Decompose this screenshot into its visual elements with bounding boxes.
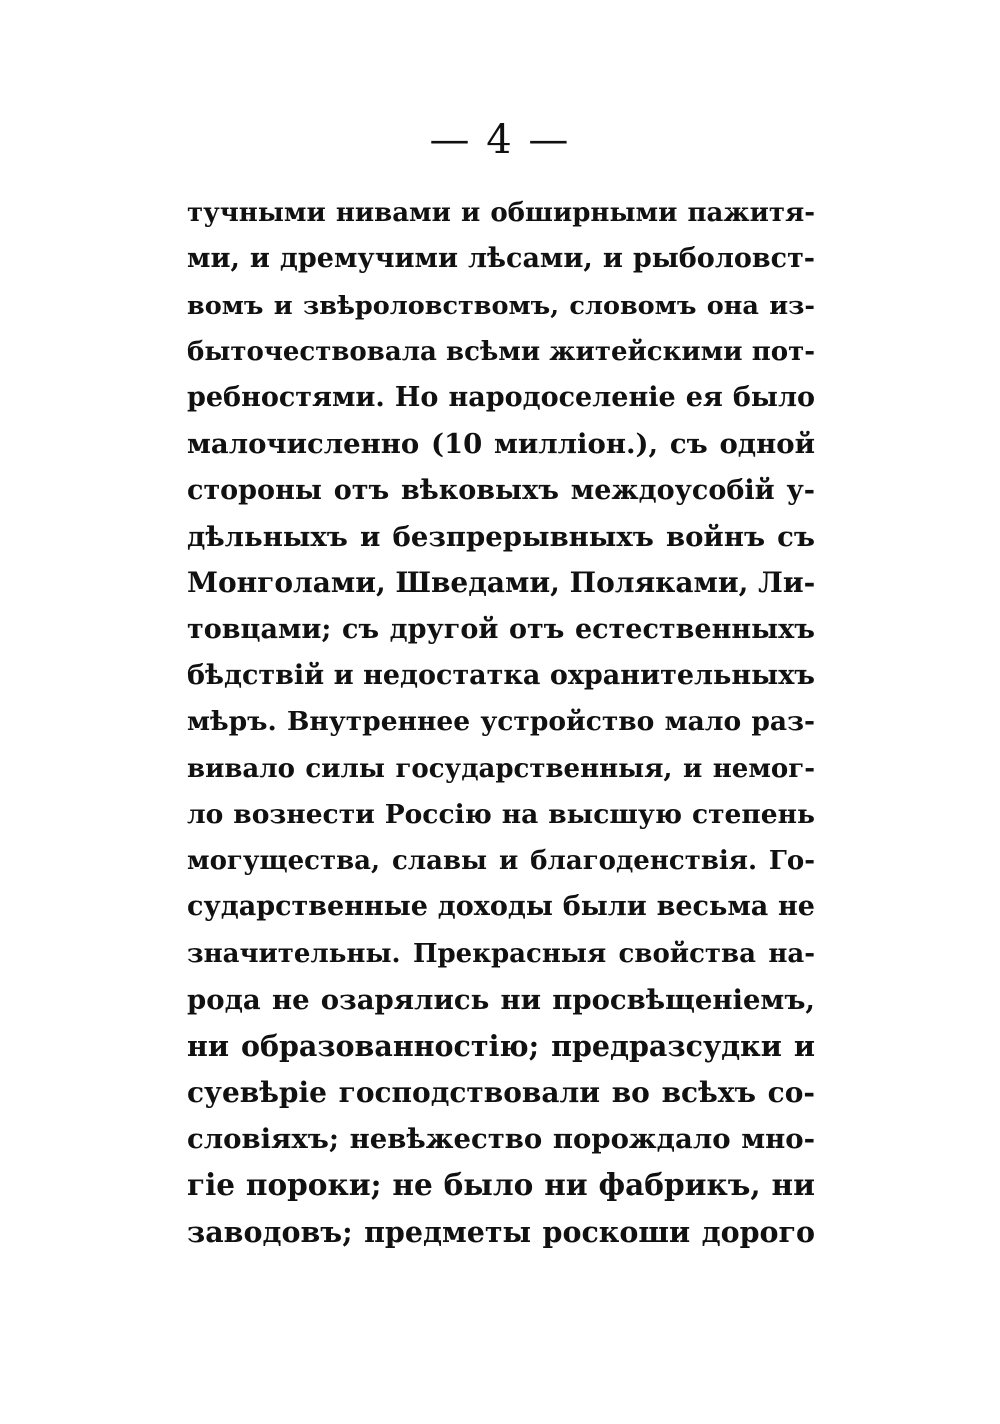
text-line: ни образованностію; предразсудки и bbox=[187, 1029, 815, 1064]
text-line: словіяхъ; невѣжество порождало мно- bbox=[187, 1122, 815, 1155]
text-line: гіе пороки; не было ни фабрикъ, ни bbox=[187, 1167, 815, 1203]
text-line: бѣдствій и недостатка охранительныхъ bbox=[187, 659, 815, 691]
text-line: товцами; съ другой отъ естественныхъ bbox=[187, 613, 815, 645]
text-line: суевѣріе господствовали во всѣхъ со- bbox=[187, 1075, 815, 1109]
text-line: быточествовала всѣми житейскими пот- bbox=[187, 336, 815, 367]
text-line: сударственные доходы были весьма не bbox=[187, 891, 815, 923]
text-line: ми, и дремучими лѣсами, и рыболовст- bbox=[187, 243, 815, 275]
text-line: ребностями. Но народоселеніе ея было bbox=[187, 382, 815, 414]
text-line: могущества, славы и благоденствія. Го- bbox=[187, 846, 815, 877]
text-line: Монголами, Шведами, Поляками, Ли- bbox=[187, 566, 815, 600]
text-line: рода не озарялись ни просвѣщеніемъ, bbox=[187, 984, 815, 1017]
text-line: тучными нивами и обширными пажитя- bbox=[187, 198, 815, 228]
text-line: стороны отъ вѣковыхъ междоусобій у- bbox=[187, 474, 815, 506]
text-line: ло вознести Россію на высшую степень bbox=[187, 798, 815, 830]
text-line: значительны. Прекрасныя свойства на- bbox=[187, 938, 815, 969]
body-text bbox=[187, 190, 815, 1255]
text-line: вивало силы государственныя, и немог- bbox=[187, 753, 815, 784]
page-number: — 4 — bbox=[429, 117, 571, 163]
text-line: дѣльныхъ и безпрерывныхъ войнъ съ bbox=[187, 521, 815, 554]
text-line: заводовъ; предметы роскоши дорого bbox=[187, 1214, 815, 1249]
text-line: вомъ и звѣроловствомъ, словомъ она из- bbox=[187, 290, 815, 321]
text-line: мѣръ. Внутреннее устройство мало раз- bbox=[187, 706, 815, 738]
text-line: малочисленно (10 милліон.), съ одной bbox=[187, 428, 815, 461]
